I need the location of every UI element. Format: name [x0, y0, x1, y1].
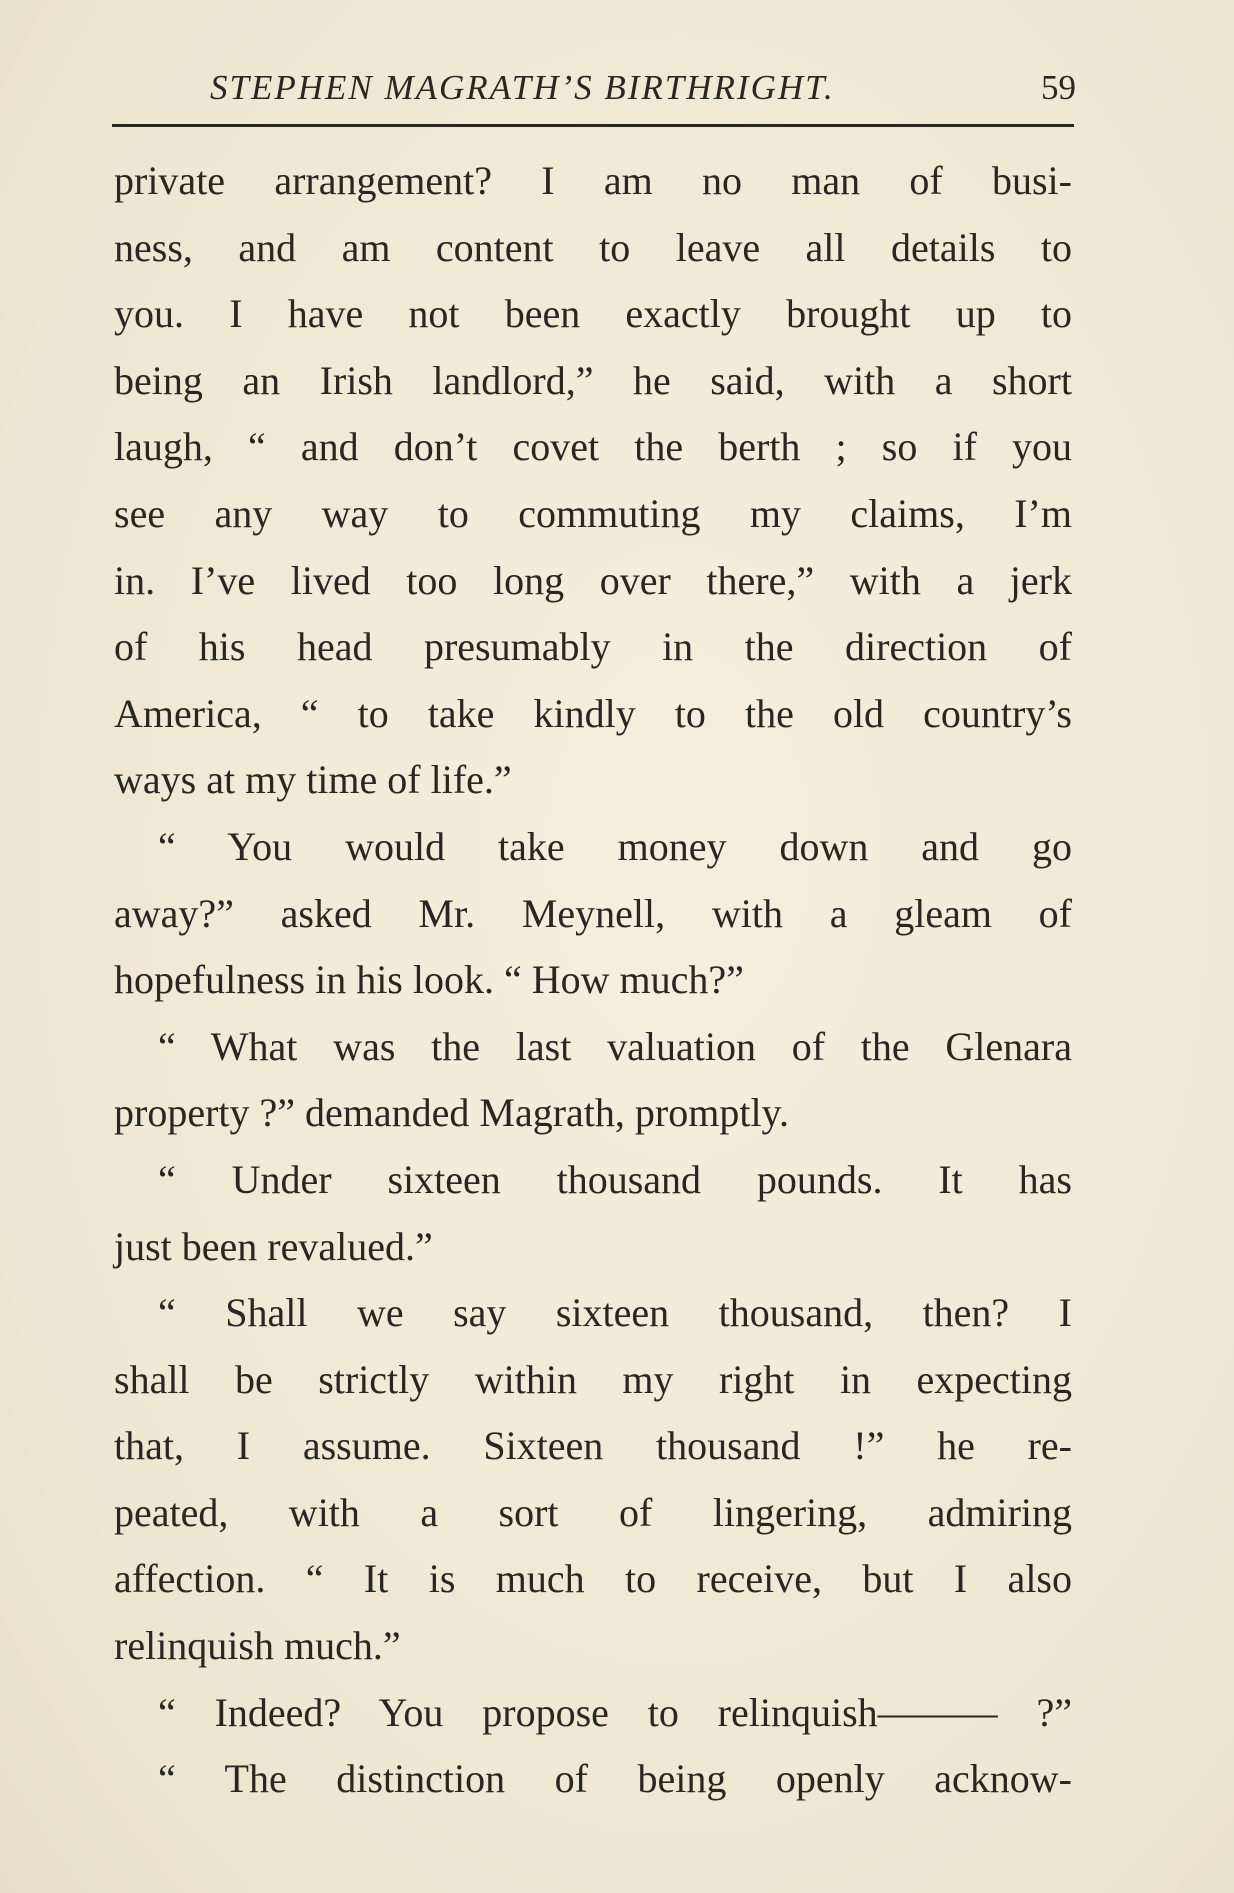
text-line: property ?” demanded Magrath, promptly.: [114, 1090, 789, 1136]
text-line: “ Under sixteen thousand pounds. It has: [158, 1156, 1072, 1202]
text-line: see any way to commuting my claims, I’m: [114, 490, 1072, 536]
text-line: of his head presumably in the direction of: [114, 624, 1072, 670]
text-line: ways at my time of life.”: [114, 757, 512, 803]
text-line: “ What was the last valuation of the Glenara: [158, 1023, 1072, 1069]
text-line: “ Indeed? You propose to relinquish——— ?”: [158, 1689, 1072, 1735]
text-line: being an Irish landlord,” he said, with a short: [114, 357, 1072, 403]
page-number: 59: [1041, 68, 1076, 107]
text-line: “ You would take money down and go: [158, 823, 1072, 869]
body-text: [114, 148, 1072, 1813]
running-title: STEPHEN MAGRATH’S BIRTHRIGHT.: [210, 68, 835, 107]
text-line: in. I’ve lived too long over there,” with a jerk: [114, 557, 1072, 603]
header-rule: [112, 124, 1074, 127]
text-line: ness, and am content to leave all details to: [114, 224, 1072, 270]
text-line: away?” asked Mr. Meynell, with a gleam of: [114, 890, 1072, 936]
text-line: America, “ to take kindly to the old country’s: [114, 690, 1072, 736]
text-line: “ The distinction of being openly acknow-: [158, 1756, 1072, 1802]
text-line: relinquish much.”: [114, 1623, 401, 1669]
text-line: peated, with a sort of lingering, admiring: [114, 1489, 1072, 1535]
text-line: hopefulness in his look. “ How much?”: [114, 957, 744, 1003]
text-line: just been revalued.”: [114, 1223, 433, 1269]
text-line: “ Shall we say sixteen thousand, then? I: [158, 1290, 1072, 1336]
text-line: you. I have not been exactly brought up to: [114, 291, 1072, 337]
text-line: laugh, “ and don’t covet the berth ; so if you: [114, 424, 1072, 470]
running-head: [210, 68, 1086, 118]
text-line: affection. “ It is much to receive, but I also: [114, 1556, 1072, 1602]
text-line: shall be strictly within my right in expecting: [114, 1356, 1072, 1402]
text-line: private arrangement? I am no man of busi-: [114, 158, 1072, 203]
text-line: that, I assume. Sixteen thousand !” he re-: [114, 1423, 1072, 1469]
